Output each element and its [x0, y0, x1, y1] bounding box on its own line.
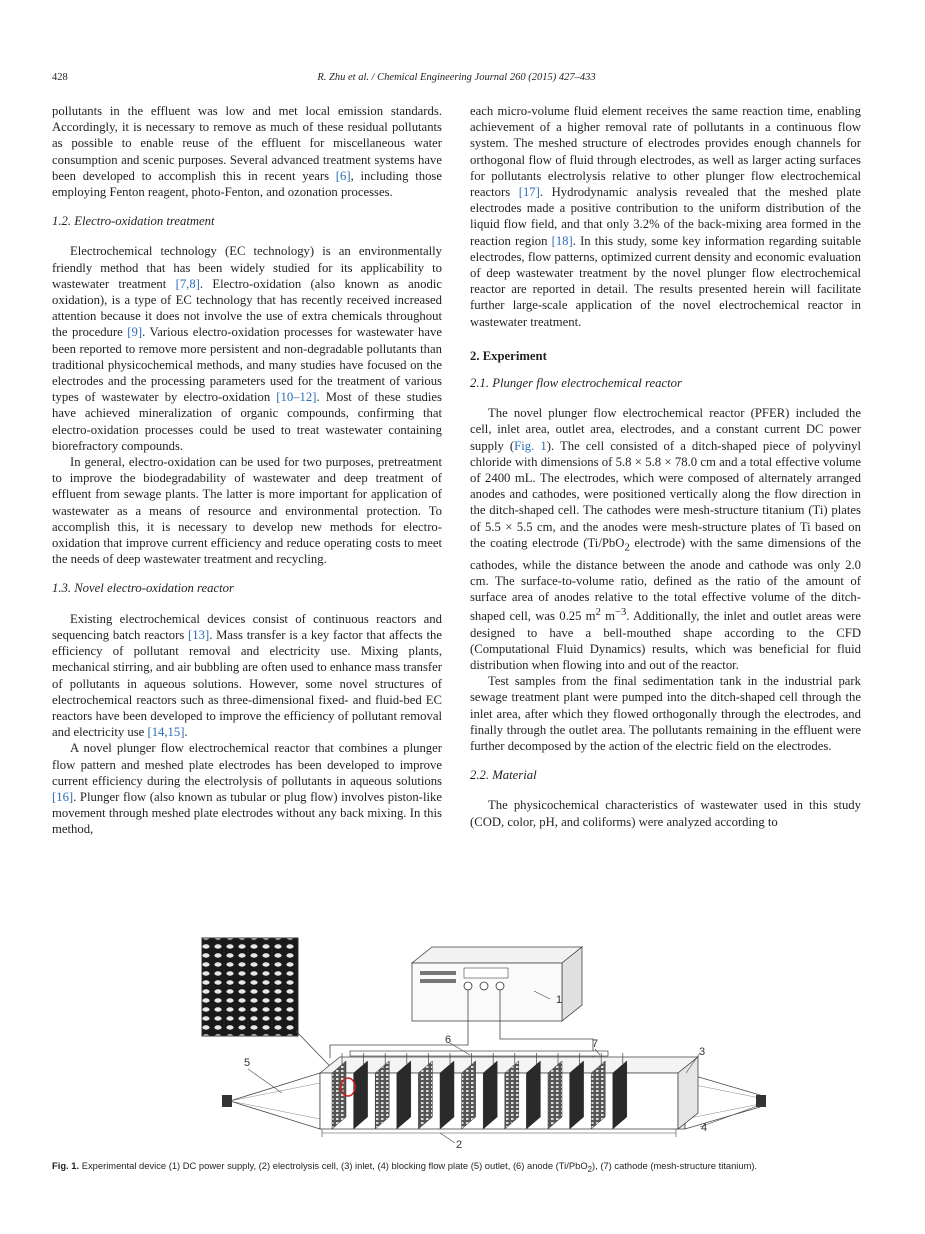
superscript: −3 — [615, 607, 627, 619]
label-anode: 6 — [445, 1034, 452, 1046]
text: Existing electrochemical devices consist of continuous reactors and sequencing batch reactors — [52, 611, 442, 642]
text: . — [184, 725, 188, 740]
anode-plate — [570, 1061, 584, 1129]
anode-plate — [613, 1061, 627, 1129]
citation-link[interactable]: [16] — [52, 789, 74, 804]
text: The novel plunger flow electrochemical reactor (PFER) included the cell, inlet area, outlet area, electrodes, and a constant current DC power supply ( — [470, 406, 861, 453]
section-heading: 1.2. Electro-oxidation treatment — [52, 214, 215, 229]
cathode-plate — [548, 1061, 562, 1129]
text: Electrochemical technology (EC technology) is an environmentally friendly method that has been widely studied for its applicability to wastewater treatment — [52, 244, 442, 291]
right-column — [470, 103, 861, 830]
caption-label: Fig. 1. — [52, 1160, 80, 1171]
label-electrolysis-cell: 2 — [456, 1139, 463, 1151]
section-heading: 2. Experiment — [470, 348, 547, 363]
text: ). The cell consisted of a ditch-shaped piece of polyvinyl chloride with dimensions of 5.8 × 5.8 × 78.0 cm and a total effective volume of 2400 mL. The electrodes, which were composed of alternately arranged anodes and cathodes, were positioned vertically along the flow direction in the ditch-shaped cell. The cathodes were mesh-structure titanium (Ti) plates of 5.5 × 5.5 cm, and the anodes were mesh-structure plates of Ti based on the coating electrode (Ti/PbO — [470, 438, 862, 550]
citation-link[interactable]: [18] — [551, 233, 573, 248]
anode-plate — [440, 1061, 454, 1129]
reactor-diagram — [200, 933, 860, 1153]
citation-link[interactable]: [9] — [127, 325, 143, 340]
caption-text: ), (7) cathode (mesh-structure titanium). — [591, 1160, 758, 1171]
cathode-plate — [591, 1061, 605, 1129]
subscript: 2 — [587, 1164, 592, 1174]
subsection-heading: 2.1. Plunger flow electrochemical reactor — [470, 376, 682, 391]
label-dc-power-supply: 1 — [556, 994, 563, 1006]
anode-plate — [397, 1061, 411, 1129]
cathode-plate — [375, 1061, 389, 1129]
label-cathode: 7 — [592, 1038, 599, 1050]
running-head — [52, 72, 861, 88]
superscript: 2 — [595, 607, 601, 619]
paragraph: In general, electro-oxidation can be used for two purposes, pretreatment to improve the biodegradability of wastewater and deep treatment of effluent from sewage plants. The latter is more important for application of wastewater as a means of resource and environmental protection. To accomplish this, it is necessary to develop new methods for electro-oxidation that improve current efficiency and reduce operating costs to meet the needs of deep wastewater treatment and recycling. — [52, 455, 442, 567]
anode-plate — [483, 1061, 497, 1129]
text: A novel plunger flow electrochemical reactor that combines a plunger flow pattern and meshed plate electrodes has been developed to improve current efficiency during the electrolysis of pollutants in aqueous solutions — [52, 741, 442, 788]
text: . Plunger flow (also known as tubular or plug flow) involves piston-like movement through meshed plate electrodes without any back mixing. In this method, — [52, 789, 442, 837]
paragraph — [52, 740, 442, 837]
label-blocking-flow-plate: 4 — [701, 1122, 708, 1134]
text: . Various electro-oxidation processes for wastewater have been reported to remove more persistent and non-degradable pollutants than traditional physicochemical methods, and many studies have focused on the electrodes and the processing parameters used for the treatment of various types of wastewater by electro-oxidation — [52, 325, 442, 405]
cathode-plate — [462, 1061, 476, 1129]
dc-power-supply — [412, 947, 582, 1021]
mesh-inset-image — [202, 938, 298, 1036]
paragraph: Test samples from the final sedimentation tank in the industrial park sewage treatment plant were pumped into the ditch-shaped cell through the inlet area, after which they flowed orthogonally through the electrodes, and finally through the outlet area. The pollutants remaining in the effluent were further decomposed by the action of the electric field on the electrodes. — [470, 674, 861, 754]
anode-plate — [526, 1061, 540, 1129]
figure-caption — [52, 1160, 872, 1174]
text: . Most of these studies have achieved mineralization of organic compounds, confirming that electro-oxidation processes could be used to treat wastewater containing biorefractory compounds. — [52, 390, 442, 453]
subsection-heading: 2.2. Material — [470, 768, 537, 783]
text: . Hydrodynamic analysis revealed that the meshed plate electrodes made a positive contribution to the uniform distribution of the liquid flow field, and that only 3.2% of the back-mixing area formed in the reaction region — [470, 185, 861, 248]
text: . Additionally, the inlet and outlet areas were designed to have a bell-mouthed shape according to the CFD (Computational Fluid Dynamics) results, which was beneficial for fluid distribution when flowing into and out of the reactor. — [470, 609, 861, 673]
paragraph — [470, 103, 861, 330]
text: . Mass transfer is a key factor that affects the efficiency of pollutant removal and electricity use. Mixing plants, mechanical stirring, and air bubbling are often used to enhance mass transfer of pollutants in aqueous solutions. However, some novel structures of electrochemical reactors such as three-dimensional fixed- and fluid-bed EC reactors have been developed to improve the efficiency of pollutant removal and electricity use — [52, 627, 442, 740]
paragraph — [52, 103, 442, 200]
cathode-plate — [418, 1061, 432, 1129]
text: . In this study, some key information regarding suitable electrodes, flow patterns, optimized current density and economic evaluation of deep wastewater treatment by the novel plunger flow electrochemical reactor are reported in detail. The results presented herein will facilitate further large-scale application of the novel electrochemical reactor in wastewater treatment. — [470, 233, 861, 329]
citation-link[interactable]: [10–12] — [276, 390, 317, 405]
journal-reference: R. Zhu et al. / Chemical Engineering Journal 260 (2015) 427–433 — [317, 72, 596, 83]
citation-link[interactable]: [7,8] — [175, 276, 200, 291]
outlet-bell — [222, 1073, 320, 1129]
paragraph — [470, 405, 861, 673]
anode-plate — [354, 1061, 368, 1129]
text: m — [600, 609, 615, 624]
citation-link[interactable]: [14,15] — [147, 725, 185, 740]
citation-link[interactable]: [13] — [188, 627, 210, 642]
citation-link[interactable]: [17] — [518, 185, 540, 200]
paragraph — [52, 243, 442, 454]
figure-link[interactable]: Fig. 1 — [514, 438, 547, 453]
label-inlet: 3 — [699, 1046, 706, 1058]
label-outlet: 5 — [244, 1057, 251, 1069]
left-column — [52, 103, 442, 838]
text: . Electro-oxidation (also known as anodic oxidation), is a type of EC technology that has recently received increased attention because it does not involve the use of extra chemicals throughout the procedure — [52, 276, 442, 340]
paragraph — [52, 611, 442, 741]
cathode-plate — [505, 1061, 519, 1129]
caption-text: Experimental device (1) DC power supply, (2) electrolysis cell, (3) inlet, (4) blocking flow plate (5) outlet, (6) anode (Ti/PbO — [79, 1160, 588, 1171]
citation-link[interactable]: [6] — [335, 168, 351, 183]
paragraph: The physicochemical characteristics of wastewater used in this study (COD, color, pH, and coliforms) were analyzed according to — [470, 798, 861, 829]
text: pollutants in the effluent was low and met local emission standards. Accordingly, it is necessary to remove as much of these residual pollutants as possible to enable reuse of the effluent for miscellaneous water consumption and scenic purposes. Several advanced treatment systems have been developed to accomplish this in recent years — [52, 104, 442, 183]
subscript: 2 — [624, 542, 630, 554]
text: , including those employing Fenton reagent, photo-Fenton, and ozonation processes. — [52, 168, 442, 200]
text: electrode) with the same dimensions of the cathodes, while the distance between the anode and cathode was only 2.0 cm. The surface-to-volume ratio, defined as the ratio of the amount of surface area of anodes relative to the total effective volume of the ditch-shaped cell, was 0.25 m — [470, 535, 861, 624]
page-number: 428 — [52, 72, 68, 83]
figure-1 — [200, 933, 860, 1153]
section-heading: 1.3. Novel electro-oxidation reactor — [52, 581, 234, 596]
text: each micro-volume fluid element receives the same reaction time, enabling achievement of a higher removal rate of pollutants in a continuous flow system. The meshed structure of electrodes provides enough channels for orthogonal flow of fluid through electrodes, as well as larger acting surfaces for pollutants electrolysis relative to other plunger flow electrochemical reactors — [470, 104, 861, 200]
